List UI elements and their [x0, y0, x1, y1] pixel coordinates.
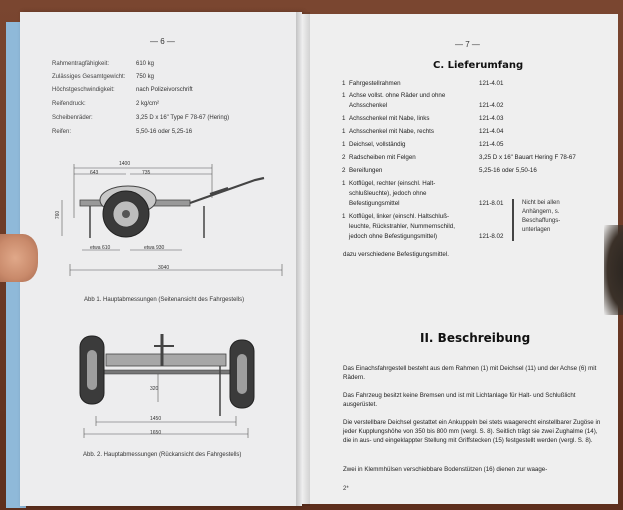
dimension-label: 643: [90, 170, 99, 176]
spec-row: [52, 129, 252, 137]
page-number-right: — 7 —: [455, 40, 480, 49]
description-paragraph: Zwei in Klemmhülsen verschiebbare Bodenstützen (16) dienen zur waage-: [343, 466, 548, 473]
spec-row: [52, 87, 252, 95]
description-paragraph: Das Einachsfahrgestell besteht aus dem Rahmen (1) mit Deichsel (11) und der Achse (6) mit Rädern.: [343, 365, 597, 381]
spec-label: Reifen:: [52, 129, 72, 135]
drawbar: [190, 178, 264, 203]
spec-label: Rahmentragfähigkeit:: [52, 61, 110, 67]
spec-label: Zulässiges Gesamtgewicht:: [52, 74, 126, 80]
spec-value: nach Polizeivorschrift: [136, 87, 193, 93]
description-paragraph: Das Fahrzeug besitzt keine Bremsen und ist mit Lichtanlage für Halt- und Schlußlicht ausgerüstet.: [343, 392, 576, 408]
figure-2-caption: Abb. 2. Hauptabmessungen (Rückansicht des Fahrgestells): [83, 452, 242, 458]
spec-value: 3,25 D x 16" Type F 78-67 (Hering): [136, 115, 230, 121]
dimension-label: 1400: [119, 161, 131, 167]
section-heading-beschreibung: II. Beschreibung: [420, 331, 531, 345]
spec-value: 750 kg: [136, 74, 155, 80]
description-paragraph: Die verstellbare Deichsel gestattet ein Ankuppeln bei stets waagerecht einstellbarer Zugöse in jeder Kupplungshöhe von 350 bis 800 mm (vergl. S. 8). Seitlich trägt sie zwei Zughalme (14), die in aus- und eingeklappter Stellung mit Griffstecken (15) festgestellt werden (vergl. S. 8).: [343, 419, 601, 444]
dimension-label: 320: [150, 386, 159, 392]
list-note: dazu verschiedene Befestigungsmittel.: [343, 251, 449, 258]
spec-row: [52, 74, 252, 82]
thumb-holding-page: [0, 234, 38, 282]
dimension-label: 1650: [150, 430, 162, 436]
side-note-line: unterlagen: [522, 227, 551, 233]
spec-row: [52, 115, 252, 123]
spec-value: 2 kg/cm²: [136, 101, 160, 107]
spec-value: 610 kg: [136, 61, 155, 67]
book-gutter: [296, 12, 310, 506]
dimension-label: 3040: [158, 265, 170, 271]
dimension-label: 1450: [150, 416, 162, 422]
spec-row: [52, 101, 252, 109]
section-heading-lieferumfang: C. Lieferumfang: [433, 60, 524, 71]
footer-mark: 2*: [343, 486, 349, 492]
trailer-frame: [106, 354, 226, 366]
spec-label: Höchstgeschwindigkeit:: [52, 87, 115, 93]
side-note-line: Anhängern, s.: [522, 209, 560, 215]
page-number-left: — 6 —: [150, 37, 175, 46]
spec-label: Reifendruck:: [52, 101, 86, 107]
spec-row: [52, 61, 252, 69]
dimension-label: etwa 930: [144, 245, 165, 251]
spec-label: Scheibenräder:: [52, 115, 93, 121]
side-note-bracket: [512, 199, 514, 241]
dimension-label: 760: [55, 210, 62, 220]
side-note-line: Beschaffungs-: [522, 218, 561, 224]
figure-rear-view: [70, 326, 270, 444]
side-note-line: Nicht bei allen: [522, 200, 560, 206]
dark-object-edge: [604, 225, 623, 315]
dimension-label: 735: [142, 170, 151, 176]
spec-value: 5,50-16 oder 5,25-16: [136, 129, 193, 135]
figure-1-caption: Abb 1. Hauptabmessungen (Seitenansicht des Fahrgestells): [84, 297, 245, 303]
figure-side-view: [50, 158, 290, 286]
side-note: [522, 199, 560, 235]
dimension-label: etwa 610: [90, 245, 111, 251]
